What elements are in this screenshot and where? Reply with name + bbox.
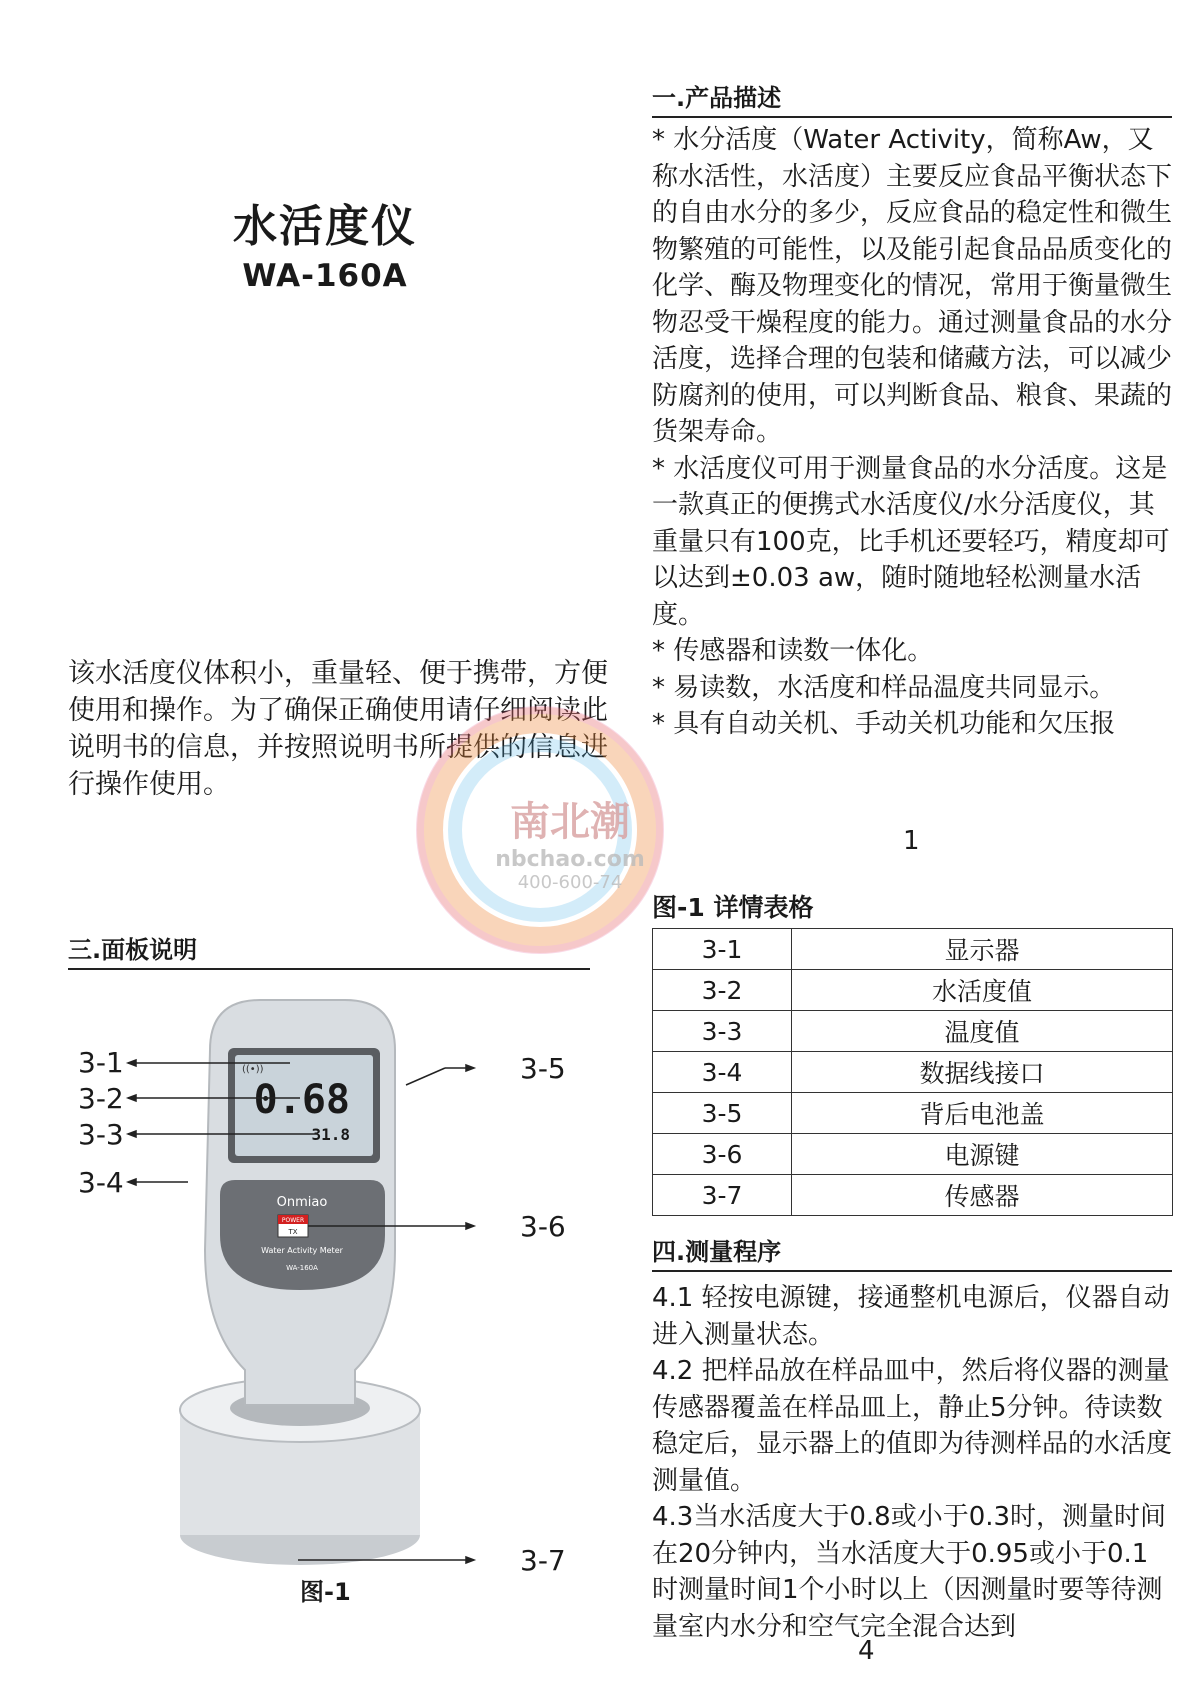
- spec-table: [652, 928, 1173, 1216]
- table-cell-code: 3-3: [653, 1011, 792, 1052]
- table-cell-code: 3-5: [653, 1093, 792, 1134]
- table-row: [653, 1134, 1173, 1175]
- callout-3-5: 3-5: [520, 1052, 566, 1085]
- product-description-heading: [652, 78, 1172, 118]
- table-cell-desc: 电源键: [792, 1134, 1173, 1175]
- description-paragraph: * 易读数，水活度和样品温度共同显示。: [652, 672, 1116, 703]
- table-cell-desc: 传感器: [792, 1175, 1173, 1216]
- table-cell-desc: 数据线接口: [792, 1052, 1173, 1093]
- lcd-sub-value: 31.8: [311, 1125, 350, 1144]
- table-cell-code: 3-2: [653, 970, 792, 1011]
- description-paragraph: * 具有自动关机、手动关机功能和欠压报: [652, 709, 1116, 739]
- procedure-paragraph: 4.3当水活度大于0.8或小于0.3时，测量时间在20分钟内，当水活度大于0.95或小于0.1时测量时间1个小时以上（因测量时要等待测量室内水分和空气完全混合达到: [652, 1502, 1167, 1642]
- table-cell-code: 3-1: [653, 929, 792, 970]
- table-row: [653, 1011, 1173, 1052]
- watermark-line2: nbchao.com: [495, 847, 645, 872]
- watermark-line1: 南北潮: [510, 799, 630, 845]
- description-paragraph: * 水分活度（Water Activity，简称Aw，又称水活性，水活度）主要反应食品平衡状态下的自由水分的多少，反应食品的稳定性和微生物繁殖的可能性，以及能引起食品品质变化的化学、酶及物理变化的情况，常用于衡量微生物忍受干燥程度的能力。通过测量食品的水分活度，选择合理的包装和储藏方法，可以减少防腐剂的使用，可以判断食品、粮食、果蔬的货架寿命。: [652, 125, 1173, 447]
- description-paragraph: * 传感器和读数一体化。: [652, 636, 934, 666]
- callout-3-3: 3-3: [78, 1118, 124, 1151]
- product-description-body: [652, 122, 1172, 743]
- table-cell-desc: 背后电池盖: [792, 1093, 1173, 1134]
- callout-3-2: 3-2: [78, 1082, 124, 1115]
- figure-caption: 图-1: [300, 1578, 351, 1606]
- description-paragraph: * 水活度仪可用于测量食品的水分活度。这是一款真正的便携式水活度仪/水分活度仪，其重量只有100克，比手机还要轻巧，精度却可以达到±0.03 aw，随时随地轻松测量水活度。: [652, 453, 1170, 630]
- measurement-procedure-body: [652, 1280, 1172, 1645]
- page-number-bottom: 4: [858, 1636, 875, 1666]
- table-cell-code: 3-6: [653, 1134, 792, 1175]
- tx-label: TX: [288, 1228, 298, 1236]
- watermark-text: [470, 790, 670, 893]
- device-illustration: [60, 990, 600, 1590]
- right-column-bottom: [652, 1232, 1172, 1645]
- watermark-line3: 400-600-74: [517, 872, 623, 893]
- page-number-top: 1: [903, 826, 920, 856]
- table-cell-desc: 显示器: [792, 929, 1173, 970]
- callout-3-7: 3-7: [520, 1544, 566, 1577]
- table-row: [653, 1175, 1173, 1216]
- panel-section-heading-text: 三.面板说明: [68, 936, 198, 964]
- table-row: [653, 929, 1173, 970]
- document-title: 水活度仪: [233, 201, 417, 252]
- callout-3-4: 3-4: [78, 1166, 124, 1199]
- table-row: [653, 1052, 1173, 1093]
- model-number: WA-160A: [242, 258, 408, 294]
- table-row: [653, 1093, 1173, 1134]
- product-name-label: Water Activity Meter: [261, 1246, 343, 1255]
- product-model-label: WA-160A: [286, 1264, 318, 1272]
- table-cell-desc: 水活度值: [792, 970, 1173, 1011]
- product-description-heading-text: 一.产品描述: [652, 84, 782, 112]
- table-cell-desc: 温度值: [792, 1011, 1173, 1052]
- spec-table-title: 图-1 详情表格: [652, 893, 814, 922]
- table-row: [653, 970, 1173, 1011]
- brand-logo: Onmiao: [276, 1195, 328, 1210]
- measurement-procedure-heading-text: 四.测量程序: [652, 1238, 782, 1266]
- panel-section-heading: [68, 930, 590, 970]
- right-column-top: [652, 78, 1172, 743]
- callout-3-6: 3-6: [520, 1210, 566, 1243]
- lcd-main-value: 0.68: [253, 1077, 350, 1123]
- lcd-signal-icon: ((•)): [242, 1064, 264, 1075]
- table-cell-code: 3-7: [653, 1175, 792, 1216]
- procedure-paragraph: 4.1 轻按电源键，接通整机电源后，仪器自动进入测量状态。: [652, 1283, 1170, 1350]
- measurement-procedure-heading: [652, 1232, 1172, 1272]
- callout-3-1: 3-1: [78, 1046, 124, 1079]
- power-label: POWER: [281, 1217, 305, 1224]
- procedure-paragraph: 4.2 把样品放在样品皿中，然后将仪器的测量传感器覆盖在样品皿上，静止5分钟。待读数稳定后，显示器上的值即为待测样品的水活度测量值。: [652, 1356, 1173, 1496]
- table-cell-code: 3-4: [653, 1052, 792, 1093]
- intro-paragraph: 该水活度仪体积小，重量轻、便于携带，方便使用和操作。为了确保正确使用请仔细阅读此说明书的信息，并按照说明书所提供的信息进行操作使用。: [68, 658, 608, 800]
